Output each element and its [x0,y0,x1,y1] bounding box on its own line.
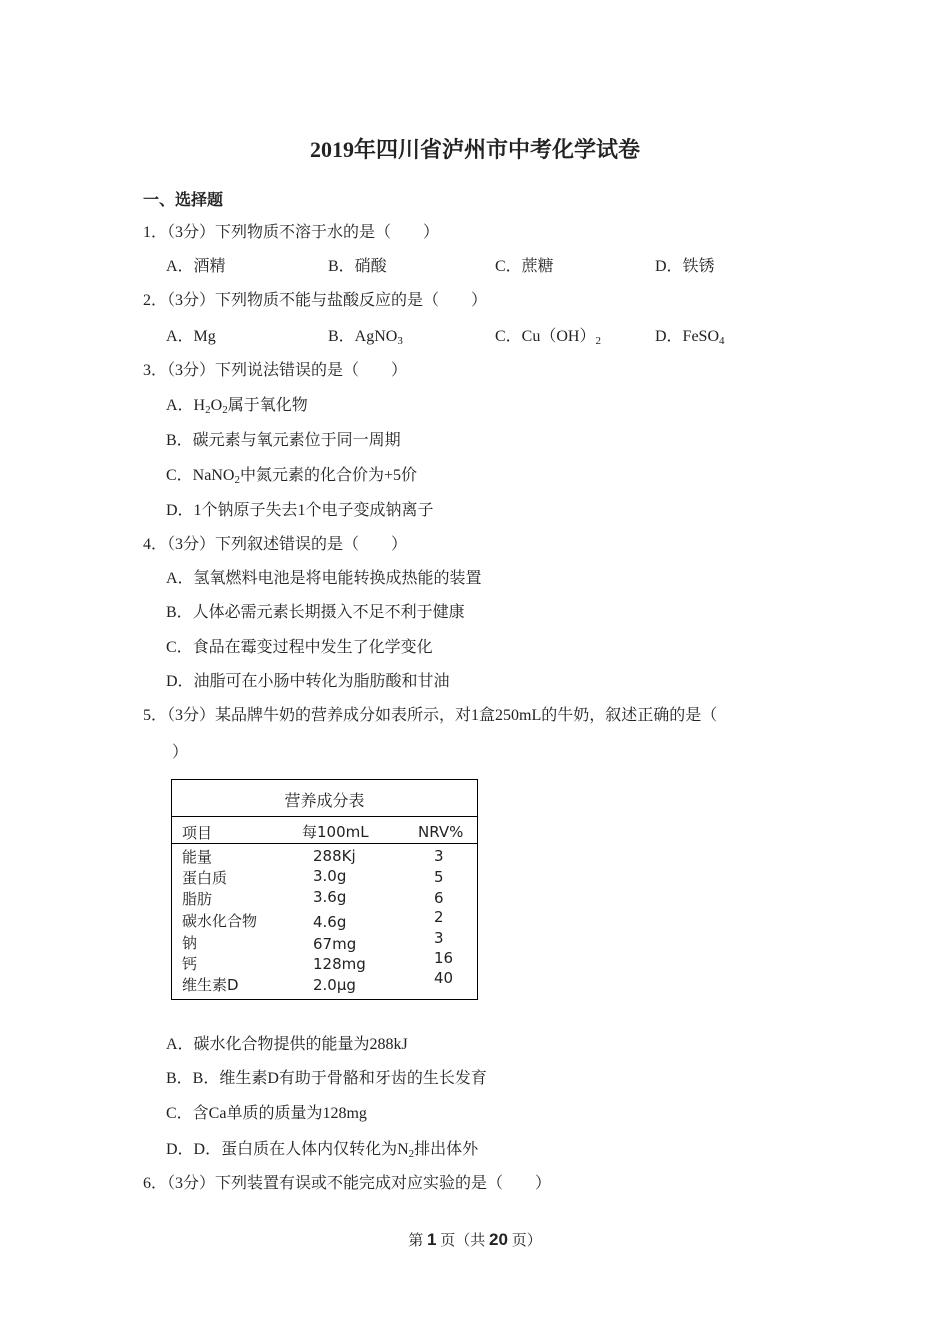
question-2-stem: 2．（3分）下列物质不能与盐酸反应的是（ ） [143,292,488,309]
table-cell-nrv: 3 [434,929,444,947]
question-2-option-a: A．Mg [166,328,216,345]
table-cell-value: 3.6g [313,888,347,906]
question-3-option-b: B．碳元素与氧元素位于同一周期 [166,432,401,449]
question-4-option-b: B．人体必需元素长期摄入不足不利于健康 [166,604,465,621]
question-1-option-c: C．蔗糖 [495,258,554,275]
table-cell-nrv: 6 [434,889,444,907]
question-5-option-c: C．含Ca单质的质量为128mg [166,1105,367,1122]
question-2-option-d: D．FeSO$_4$ [655,328,725,347]
question-3-option-c: C．NaNO$_2$中氮元素的化合价为+5价 [166,467,417,486]
table-divider-header [172,843,477,844]
table-cell-nrv: 40 [434,969,454,987]
table-cell-value: 2.0μg [313,976,356,994]
table-cell-value: 4.6g [313,913,347,931]
table-cell-value: 288Kj [313,847,356,865]
table-header-item: 项目 [182,824,213,842]
question-1-option-b: B．硝酸 [328,258,387,275]
table-cell-item: 蛋白质 [182,869,228,887]
table-cell-value: 128mg [313,955,366,973]
table-cell-item: 脂肪 [182,890,213,908]
table-cell-item: 维生素D [182,976,239,994]
question-5-option-b: B．B．维生素D有助于骨骼和牙齿的生长发育 [166,1070,487,1087]
table-cell-nrv: 5 [434,868,444,886]
question-2-option-c: C．$Cu(OH)_2$ [495,328,601,347]
question-2-option-b: B．AgNO$_3$ [328,328,403,347]
table-cell-item: 钙 [182,955,198,973]
question-1-option-a: A．酒精 [166,258,226,275]
table-header-per100ml: 每100mL [302,823,369,841]
question-4-option-c: C．食品在霉变过程中发生了化学变化 [166,639,433,656]
question-5-option-a: A．碳水化合物提供的能量为288kJ [166,1036,408,1053]
table-cell-item: 碳水化合物 [182,912,258,930]
table-divider-top [172,816,477,817]
question-5-stem-end: ） [172,744,189,761]
question-1-option-d: D．铁锈 [655,258,715,275]
nutrition-table [171,779,478,1000]
table-cell-nrv: 2 [434,908,444,926]
table-cell-value: 3.0g [313,867,347,885]
table-cell-value: 67mg [313,935,357,953]
exam-title: 2019年四川省泸州市中考化学试卷 [309,137,640,162]
question-1-stem: 1．（3分）下列物质不溶于水的是（ ） [143,224,440,241]
nutrition-table-title: 营养成分表 [284,791,365,810]
question-3-option-d: D．1个钠原子失去1个电子变成钠离子 [166,502,434,519]
question-4-option-d: D．油脂可在小肠中转化为脂肪酸和甘油 [166,673,450,690]
table-cell-nrv: 3 [434,847,444,865]
question-4-option-a: A．氢氧燃料电池是将电能转换成热能的装置 [166,570,482,587]
table-header-nrv: NRV% [418,823,464,841]
question-3-stem: 3．（3分）下列说法错误的是（ ） [143,362,408,379]
question-5-option-d: D．D．蛋白质在人体内仅转化为$N_2$排出体外 [166,1141,479,1160]
page-footer: 第 1 页（共 20 页） [408,1230,542,1249]
table-cell-item: 钠 [182,934,198,952]
question-5-stem: 5．（3分）某品牌牛奶的营养成分如表所示，对1盒250mL的牛奶，叙述正确的是（ [143,707,718,724]
question-6-stem: 6．（3分）下列装置有误或不能完成对应实验的是（ ） [143,1175,552,1192]
table-cell-nrv: 16 [434,949,454,967]
section-heading: 一、选择题 [143,192,224,209]
question-3-option-a: A．$H_2O_2$属于氧化物 [166,397,308,416]
question-4-stem: 4．（3分）下列叙述错误的是（ ） [143,536,408,553]
table-cell-item: 能量 [182,848,213,866]
